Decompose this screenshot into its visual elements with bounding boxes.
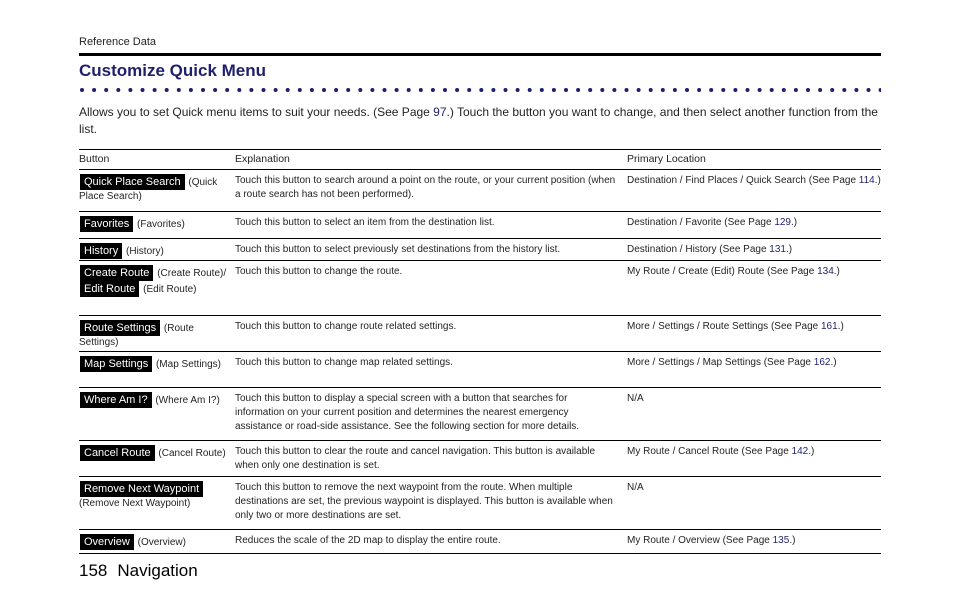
location-page-link[interactable]: 131 (769, 244, 786, 255)
divider-dot (782, 88, 786, 92)
divider-dot (479, 88, 483, 92)
location-text: More / Settings / Route Settings (See Page (627, 321, 821, 332)
divider-dot (540, 88, 544, 92)
divider-dot (588, 88, 592, 92)
page-footer (79, 561, 198, 581)
divider-dot (141, 88, 145, 92)
table-row (79, 261, 881, 316)
divider-dot (516, 88, 520, 92)
quick-menu-button[interactable]: Map Settings (80, 356, 152, 372)
divider-dot (625, 88, 629, 92)
divider-dot (177, 88, 181, 92)
location-cell (627, 239, 881, 260)
dotted-divider (79, 83, 881, 97)
divider-dot (80, 88, 84, 92)
button-caption: (Overview) (134, 537, 186, 548)
divider-dot (661, 88, 665, 92)
location-text: My Route / Create (Edit) Route (See Page (627, 266, 818, 277)
footer-section: Navigation (117, 561, 198, 580)
explanation-cell: Touch this button to remove the next waypoint from the route. When multiple destinations are set, the previous waypoint is displayed. This button is available when only two or more destinations are set. (235, 482, 613, 521)
button-caption: (Cancel Route) (155, 448, 226, 459)
button-cell (79, 239, 235, 260)
button-cell (79, 530, 235, 553)
button-caption: (Create Route)/ (154, 268, 227, 279)
button-cell (79, 352, 235, 387)
button-caption: (Remove Next Waypoint) (79, 498, 191, 509)
divider-dot (431, 88, 435, 92)
explanation-cell: Touch this button to change route related settings. (235, 321, 457, 332)
divider-dot (189, 88, 193, 92)
quick-menu-button[interactable]: Quick Place Search (80, 174, 185, 190)
button-cell (79, 261, 235, 315)
table-row (79, 352, 881, 388)
divider-dot (395, 88, 399, 92)
divider-dot (262, 88, 266, 92)
button-cell (79, 212, 235, 238)
quick-menu-button[interactable]: Route Settings (80, 320, 160, 336)
table-row (79, 239, 881, 261)
running-header: Reference Data (79, 36, 157, 48)
intro-page-link[interactable]: 97 (433, 105, 447, 119)
divider-dot (842, 88, 846, 92)
quick-menu-button[interactable]: Remove Next Waypoint (80, 481, 203, 497)
divider-dot (274, 88, 278, 92)
location-cell (627, 441, 881, 476)
divider-dot (383, 88, 387, 92)
divider-dot (346, 88, 350, 92)
button-cell (79, 388, 235, 440)
location-page-link[interactable]: 142 (791, 446, 809, 457)
header-rule (79, 53, 881, 56)
intro-text-before: Allows you to set Quick menu items to suit your needs. (See Page (79, 105, 434, 119)
quick-menu-button[interactable]: History (80, 243, 122, 259)
divider-dot (746, 88, 750, 92)
divider-dot (709, 88, 713, 92)
quick-menu-button[interactable]: Create Route (80, 265, 153, 281)
location-text: N/A (627, 393, 644, 404)
explanation-cell: Touch this button to select previously set destinations from the history list. (235, 244, 561, 255)
location-text: My Route / Cancel Route (See Page (627, 446, 792, 457)
divider-dot (867, 88, 871, 92)
divider-dot (721, 88, 725, 92)
divider-dot (879, 88, 881, 92)
divider-dot (128, 88, 132, 92)
page-title: Customize Quick Menu (79, 61, 267, 80)
divider-dot (818, 88, 822, 92)
location-page-link[interactable]: 135 (772, 535, 790, 546)
divider-dot (310, 88, 314, 92)
location-text-end: .) (833, 266, 840, 277)
divider-dot (854, 88, 858, 92)
button-caption: (Route Settings) (79, 323, 194, 348)
divider-dot (249, 88, 253, 92)
divider-dot (370, 88, 374, 92)
divider-dot (612, 88, 616, 92)
divider-dot (830, 88, 834, 92)
button-cell (79, 477, 235, 529)
explanation-cell: Touch this button to change map related settings. (235, 357, 453, 368)
divider-dot (504, 88, 508, 92)
divider-dot (116, 88, 120, 92)
location-text: N/A (627, 482, 644, 493)
column-header-button: Button (79, 153, 110, 165)
table-row (79, 441, 881, 477)
column-header-location: Primary Location (627, 153, 706, 165)
table-row (79, 530, 881, 554)
location-page-link[interactable]: 161 (821, 321, 838, 332)
divider-dot (600, 88, 604, 92)
explanation-cell: Touch this button to clear the route and cancel navigation. This button is available when only one destination is set. (235, 446, 596, 471)
location-cell (627, 530, 881, 553)
divider-dot (673, 88, 677, 92)
button-caption: (Favorites) (134, 219, 185, 230)
location-text-end: .) (837, 321, 844, 332)
divider-dot (685, 88, 689, 92)
divider-dot (358, 88, 362, 92)
divider-dot (733, 88, 737, 92)
divider-dot (286, 88, 290, 92)
location-cell (627, 170, 881, 211)
button-cell (79, 316, 235, 351)
location-cell (627, 316, 881, 351)
button-cell (79, 441, 235, 476)
divider-dot (806, 88, 810, 92)
divider-dot (564, 88, 568, 92)
divider-dot (697, 88, 701, 92)
divider-dot (576, 88, 580, 92)
location-text: My Route / Overview (See Page (627, 535, 773, 546)
location-text: More / Settings / Map Settings (See Page (627, 357, 814, 368)
location-text: Destination / Favorite (See Page (627, 217, 775, 228)
location-text-end: .) (874, 175, 881, 186)
divider-dot (153, 88, 157, 92)
divider-dot (334, 88, 338, 92)
button-caption: (History) (123, 246, 164, 257)
divider-dot (770, 88, 774, 92)
button-cell (79, 170, 235, 211)
table-row (79, 316, 881, 352)
location-cell (627, 212, 881, 238)
location-text-end: .) (808, 446, 815, 457)
explanation-cell: Reduces the scale of the 2D map to display the entire route. (235, 535, 501, 546)
divider-dot (92, 88, 96, 92)
intro-paragraph (79, 104, 881, 138)
divider-dot (419, 88, 423, 92)
divider-dot (467, 88, 471, 92)
location-page-link[interactable]: 114 (858, 175, 875, 186)
table-body (79, 170, 881, 554)
column-header-explanation: Explanation (235, 153, 290, 165)
page-number: 158 (79, 561, 108, 580)
location-text-end: .) (830, 357, 837, 368)
divider-dot (649, 88, 653, 92)
location-cell (627, 261, 881, 315)
quick-menu-button[interactable]: Where Am I? (80, 392, 152, 408)
divider-dot (552, 88, 556, 92)
divider-dot (104, 88, 108, 92)
quick-menu-button[interactable]: Favorites (80, 216, 133, 232)
divider-dot (165, 88, 169, 92)
location-page-link[interactable]: 162 (813, 357, 831, 368)
divider-dot (213, 88, 217, 92)
divider-dot (298, 88, 302, 92)
divider-dot (637, 88, 641, 92)
divider-dot (443, 88, 447, 92)
location-cell (627, 352, 881, 387)
quick-menu-table (79, 149, 881, 554)
divider-dot (758, 88, 762, 92)
table-row (79, 388, 881, 441)
explanation-cell: Touch this button to search around a point on the route, or your current position (when a route search has not been performed). (235, 175, 616, 200)
location-page-link[interactable]: 129 (774, 217, 791, 228)
button-caption: (Where Am I?) (152, 395, 220, 406)
button-caption: (Quick Place Search) (79, 177, 218, 202)
button-caption: (Edit Route) (140, 284, 197, 295)
table-row (79, 477, 881, 530)
divider-dot (528, 88, 532, 92)
explanation-cell: Touch this button to change the route. (235, 266, 403, 277)
explanation-cell: Touch this button to display a special screen with a button that searches for information on your current position and determines the nearest emergency assistance or road-side assistance. See the following section for more details. (235, 393, 580, 432)
button-caption: (Map Settings) (153, 359, 222, 370)
divider-dot (201, 88, 205, 92)
location-text-end: .) (785, 244, 793, 255)
divider-dot (491, 88, 495, 92)
quick-menu-button[interactable]: Overview (80, 534, 134, 550)
location-text-end: .) (789, 535, 796, 546)
location-cell (627, 477, 881, 529)
quick-menu-button[interactable]: Cancel Route (80, 445, 155, 461)
divider-dot (407, 88, 411, 92)
divider-dot (225, 88, 229, 92)
intro-text-after: .) Touch the button you want to change, and then select another function from the list. (79, 105, 878, 136)
divider-dot (237, 88, 241, 92)
quick-menu-button[interactable]: Edit Route (80, 281, 139, 297)
location-page-link[interactable]: 134 (817, 266, 834, 277)
table-row (79, 170, 881, 212)
divider-dot (794, 88, 798, 92)
explanation-cell: Touch this button to select an item from the destination list. (235, 217, 495, 228)
table-header-row (79, 149, 881, 170)
table-row (79, 212, 881, 239)
divider-dot (455, 88, 459, 92)
location-text: Destination / History (See Page (627, 244, 770, 255)
location-text-end: .) (791, 217, 798, 228)
location-text: Destination / Find Places / Quick Search (See Page (627, 175, 859, 186)
divider-dot (322, 88, 326, 92)
location-cell (627, 388, 881, 440)
